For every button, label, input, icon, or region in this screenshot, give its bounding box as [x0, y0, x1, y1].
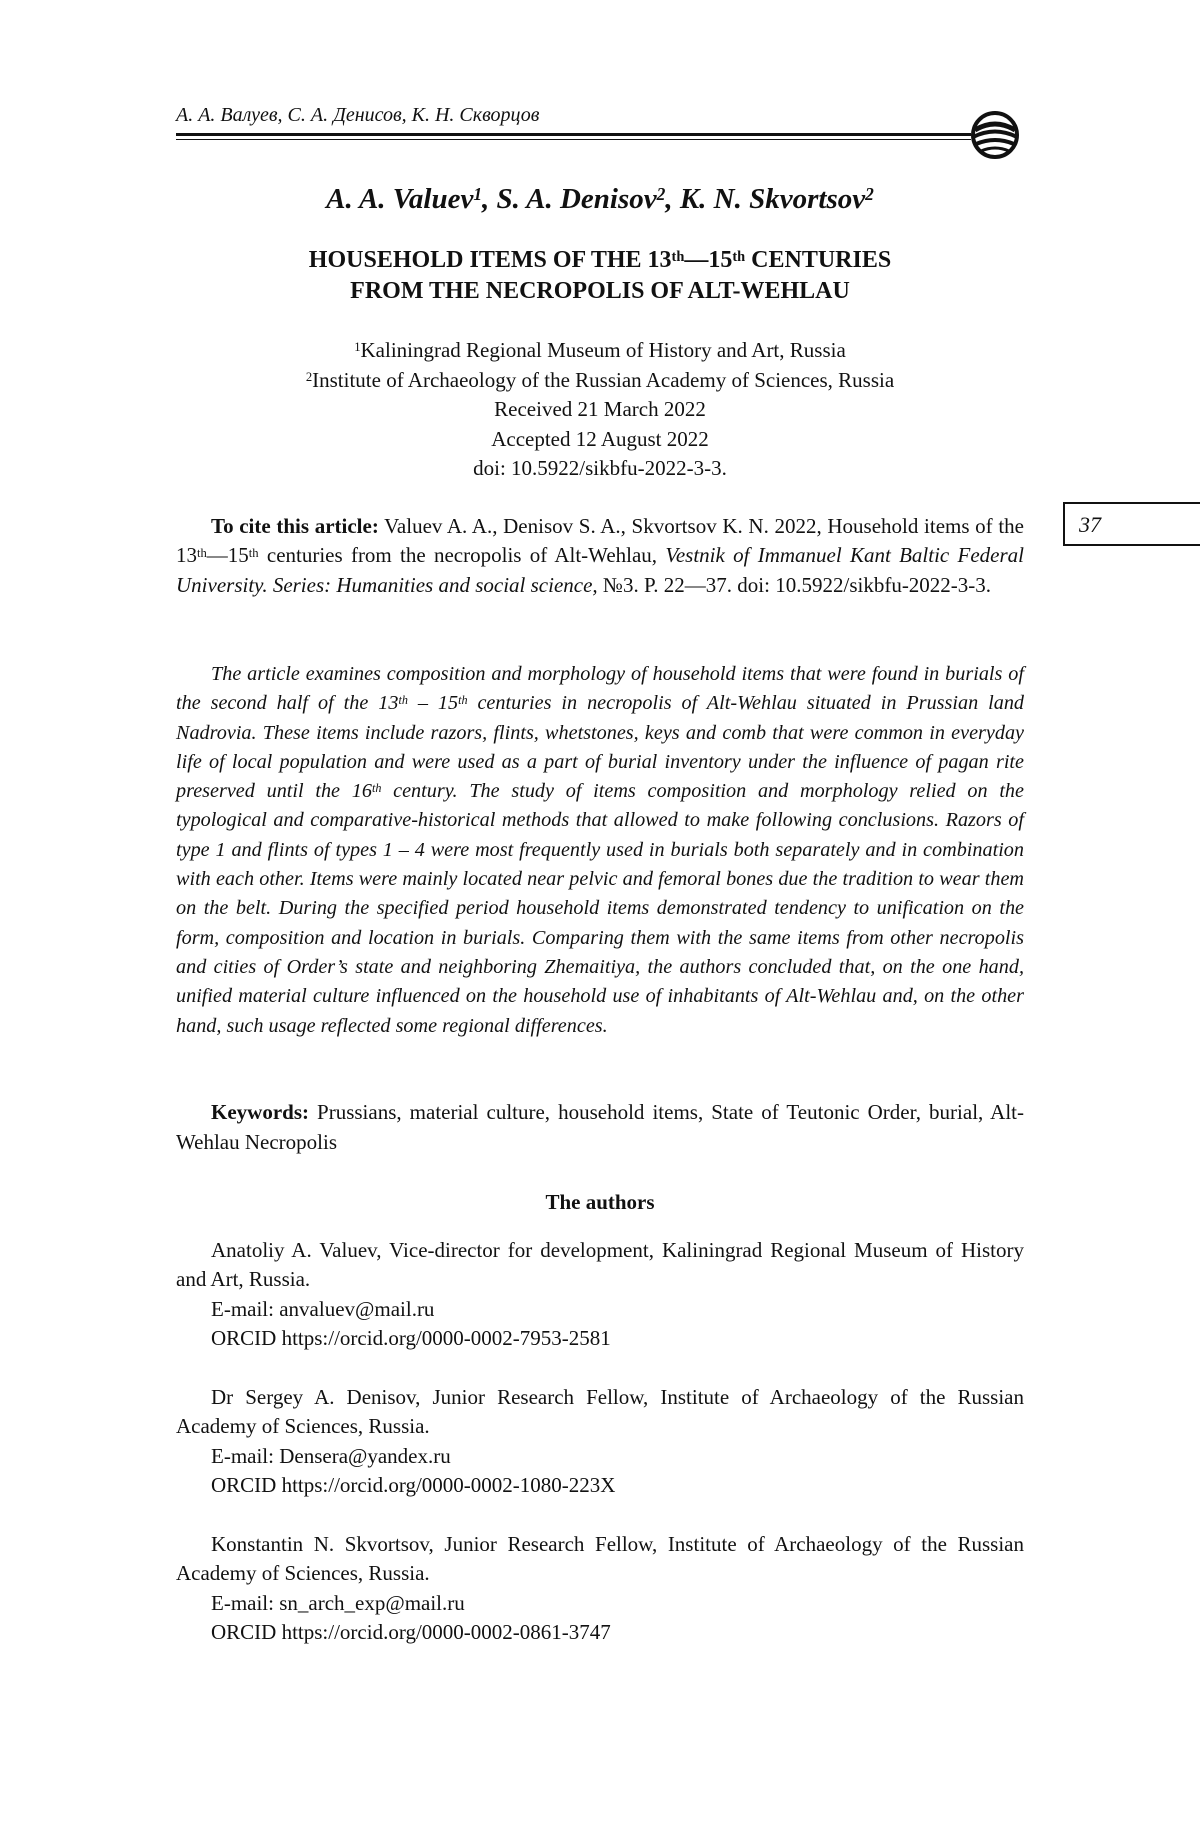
- abstract-text: The article examines composition and morphology of household items that were found in burials of the second half of the 13: [176, 663, 1024, 715]
- title-text: CENTURIES: [745, 247, 892, 273]
- affiliation-mark: 2: [305, 369, 313, 384]
- citation-sup: th: [197, 545, 207, 560]
- author-bio: Anatoliy A. Valuev, Vice-director for development, Kaliningrad Regional Museum of History and Art, Russia.: [176, 1238, 1024, 1292]
- author-info: [176, 1530, 1024, 1648]
- abstract-sup: th: [398, 692, 408, 707]
- author-name: S. A. Denisov: [496, 183, 657, 215]
- citation-text: №3. P. 22—37. doi: 10.5922/sikbfu-2022-3-3.: [597, 572, 992, 597]
- received-date: Received 21 March 2022: [494, 397, 706, 421]
- article-title: [0, 245, 1200, 307]
- author-name: K. N. Skvortsov: [679, 183, 866, 215]
- abstract: [176, 660, 1024, 1041]
- title-text: HOUSEHOLD ITEMS OF THE 13: [308, 247, 672, 273]
- author-email: E-mail: Densera@yandex.ru: [211, 1443, 451, 1468]
- keywords-text: Prussians, material culture, household items, State of Teutonic Order, burial, Alt-Wehlau Necropolis: [176, 1100, 1024, 1154]
- author-orcid: ORCID https://orcid.org/0000-0002-1080-223X: [211, 1473, 616, 1498]
- abstract-text: centuries in necropolis of Alt-Wehlau situated in Prussian land Nadrovia. These items include razors, flints, whetstones, keys and comb that were common in everyday life of local population and were used as a part of burial inventory under the influence of pagan rite preserved until the 16: [176, 692, 1025, 803]
- abstract-sup: th: [458, 692, 468, 707]
- citation-label: To cite this article:: [211, 514, 379, 538]
- author-bio: Konstantin N. Skvortsov, Junior Research Fellow, Institute of Archaeology of the Russian Academy of Sciences, Russia.: [176, 1532, 1024, 1586]
- author-info: [176, 1383, 1024, 1501]
- running-head: А. А. Валуев, С. А. Денисов, К. Н. Скворцов: [176, 104, 540, 126]
- citation-text: Valuev A. A., Denisov S. A., Skvortsov K. N. 2022, Household items of the 13: [176, 514, 1024, 568]
- title-text: —15: [684, 247, 733, 273]
- authors-heading: The authors: [545, 1190, 655, 1214]
- author-orcid: ORCID https://orcid.org/0000-0002-0861-3747: [211, 1620, 611, 1645]
- author-email: E-mail: anvaluev@mail.ru: [211, 1296, 435, 1321]
- author-email: E-mail: sn_arch_exp@mail.ru: [211, 1590, 465, 1615]
- accepted-date: Accepted 12 August 2022: [491, 426, 709, 451]
- author-orcid: ORCID https://orcid.org/0000-0002-7953-2581: [211, 1326, 611, 1351]
- author-bio: Dr Sergey A. Denisov, Junior Research Fellow, Institute of Archaeology of the Russian Academy of Sciences, Russia.: [176, 1385, 1024, 1439]
- page-number-box: [1063, 502, 1200, 546]
- abstract-text: century. The study of items composition and morphology relied on the typological and comparative-historical methods that allowed to make following conclusions. Razors of type 1 and flints of types 1 – 4 were most frequently used in burials both separately and in combination with each other. Items were mainly located near pelvic and femoral bones due the tradition to wear them on the belt. During the specified period household items demonstrated tendency to unification on the form, composition and location in burials. Comparing them with the same items from other necropolis and cities of Order’s state and neighboring Zhemaitiya, the authors concluded that, on the one hand, unified material culture influenced on the household use of inhabitants of Alt-Wehlau and, on the other hand, such usage reflected some regional differences.: [176, 780, 1024, 1037]
- abstract-sup: th: [371, 780, 382, 795]
- affiliation: [0, 366, 1200, 396]
- page-number: 37: [1079, 512, 1101, 537]
- title-sup: th: [671, 248, 685, 265]
- affiliation-text: Institute of Archaeology of the Russian Academy of Sciences, Russia: [312, 367, 895, 392]
- author-info: [176, 1236, 1024, 1354]
- article-meta: [0, 336, 1200, 484]
- title-line-2: FROM THE NECROPOLIS OF ALT-WEHLAU: [350, 278, 850, 304]
- affiliation: [0, 336, 1200, 366]
- title-line-1: [0, 245, 1200, 276]
- title-sup: th: [732, 248, 746, 265]
- author-name: A. A. Valuev: [326, 183, 474, 215]
- affiliation-text: Kaliningrad Regional Museum of History and Art, Russia: [360, 338, 846, 362]
- article-authors: [0, 183, 1200, 216]
- citation-text: —15: [206, 543, 249, 568]
- affiliation-mark: 1: [354, 340, 361, 355]
- author-affiliation-mark: 1: [473, 184, 483, 205]
- author-separator: ,: [482, 183, 497, 215]
- header-rule-thin: [176, 139, 971, 140]
- article-doi: doi: 10.5922/sikbfu-2022-3-3.: [473, 456, 727, 480]
- citation-sup: th: [248, 545, 259, 560]
- author-affiliation-mark: 2: [656, 184, 666, 205]
- author-affiliation-mark: 2: [865, 184, 874, 205]
- journal-logo-icon: [966, 104, 1024, 166]
- citation-block: [176, 512, 1024, 600]
- keywords: [176, 1098, 1024, 1157]
- citation-text: centuries from the necropolis of Alt-Wehlau,: [258, 543, 666, 568]
- author-separator: ,: [665, 183, 680, 215]
- abstract-text: – 15: [407, 692, 459, 715]
- header-rule-thick: [176, 133, 971, 136]
- citation-journal: Vestnik of Immanuel Kant Baltic Federal University. Series: Humanities and social science,: [176, 543, 1024, 597]
- keywords-label: Keywords:: [211, 1100, 309, 1124]
